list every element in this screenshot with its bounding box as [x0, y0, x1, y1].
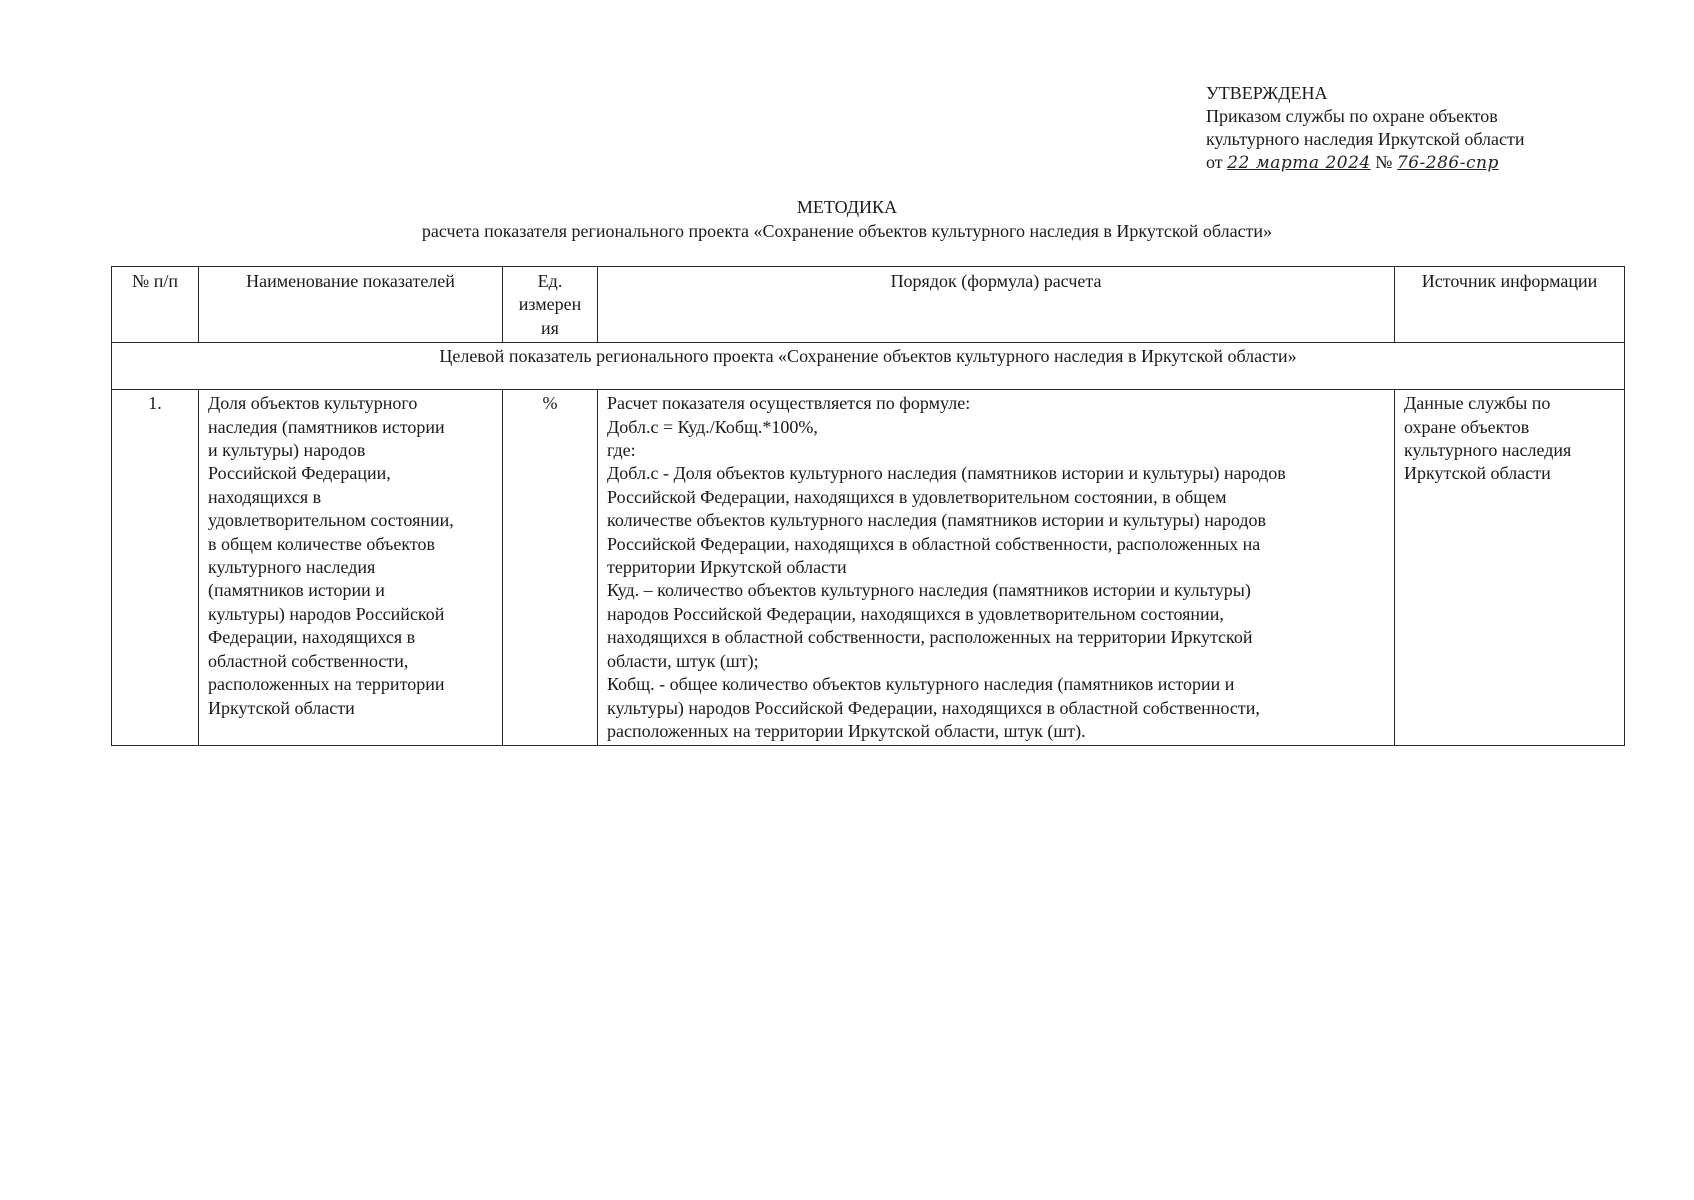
methodology-table [111, 266, 1625, 746]
header-source: Источник информации [1395, 267, 1625, 343]
name-line: наследия (памятников истории [208, 416, 445, 437]
name-line: культуры) народов Российской [208, 603, 445, 624]
handwritten-number: 76-286-спр [1396, 153, 1499, 173]
section-title: Целевой показатель регионального проекта «Сохранение объектов культурного наследия в Иркутской области» [112, 343, 1625, 390]
formula-line: расположенных на территории Иркутской области, штук (шт). [607, 720, 1086, 741]
approval-heading: УТВЕРЖДЕНА [1206, 83, 1328, 103]
source-line: культурного наследия [1404, 440, 1572, 461]
row-formula [598, 390, 1395, 746]
formula-line: территории Иркутской области [607, 557, 847, 578]
formula-line: Кобщ. - общее количество объектов культурного наследия (памятников истории и [607, 674, 1235, 695]
document-title: МЕТОДИКА [796, 197, 898, 217]
source-line: Данные службы по [1404, 393, 1551, 414]
name-line: Федерации, находящихся в [208, 627, 416, 648]
formula-line: Добл.с - Доля объектов культурного наследия (памятников истории и культуры) народов [607, 463, 1286, 484]
row-num: 1. [112, 390, 199, 746]
row-source [1395, 390, 1625, 746]
number-prefix: № [1375, 152, 1393, 172]
name-line: расположенных на территории [208, 674, 445, 695]
formula-line: культуры) народов Российской Федерации, находящихся в областной собственности, [607, 697, 1260, 718]
formula-line: области, штук (шт); [607, 650, 759, 671]
formula-line: количестве объектов культурного наследия (памятников истории и культуры) народов [607, 510, 1266, 531]
name-line: и культуры) народов [208, 440, 366, 461]
section-row [112, 343, 1625, 390]
approval-line-1: Приказом службы по охране объектов [1206, 106, 1498, 126]
formula-line: Российской Федерации, находящихся в областной собственности, расположенных на [607, 533, 1261, 554]
row-name [199, 390, 503, 746]
formula-line: Российской Федерации, находящихся в удовлетворительном состоянии, в общем [607, 486, 1227, 507]
name-line: Российской Федерации, [208, 463, 391, 484]
name-line: культурного наследия [208, 557, 376, 578]
table-row [112, 390, 1625, 746]
approval-stamp-block [1206, 82, 1525, 175]
header-unit-line: Ед. [537, 271, 563, 291]
formula-line: народов Российской Федерации, находящихся в удовлетворительном состоянии, [607, 603, 1224, 624]
name-line: находящихся в [208, 486, 322, 507]
header-unit [503, 267, 598, 343]
name-line: удовлетворительном состоянии, [208, 510, 454, 531]
name-line: Доля объектов культурного [208, 393, 418, 414]
table-header-row [112, 267, 1625, 343]
header-unit-line: ия [541, 317, 559, 338]
approval-line-2: культурного наследия Иркутской области [1206, 129, 1525, 149]
header-name: Наименование показателей [199, 267, 503, 343]
name-line: областной собственности, [208, 650, 409, 671]
header-formula: Порядок (формула) расчета [598, 267, 1395, 343]
source-line: охране объектов [1404, 416, 1530, 437]
name-line: Иркутской области [208, 697, 355, 718]
name-line: в общем количестве объектов [208, 533, 435, 554]
formula-line: где: [607, 440, 636, 461]
name-line: (памятников истории и [208, 580, 385, 601]
handwritten-date: 22 марта 2024 [1227, 153, 1371, 173]
formula-line: Куд. – количество объектов культурного наследия (памятников истории и культуры) [607, 580, 1251, 601]
document-subtitle: расчета показателя регионального проекта «Сохранение объектов культурного наследия в Иркутской области» [421, 221, 1273, 241]
row-unit: % [503, 390, 598, 746]
header-unit-line: измерен [518, 294, 582, 315]
header-num: № п/п [112, 267, 199, 343]
formula-line: находящихся в областной собственности, расположенных на территории Иркутской [607, 627, 1253, 648]
approval-date-line [1206, 151, 1525, 175]
date-prefix: от [1206, 152, 1223, 172]
formula-line: Добл.с = Куд./Кобщ.*100%, [607, 416, 818, 437]
source-line: Иркутской области [1404, 463, 1551, 484]
formula-line: Расчет показателя осуществляется по формуле: [607, 393, 971, 414]
